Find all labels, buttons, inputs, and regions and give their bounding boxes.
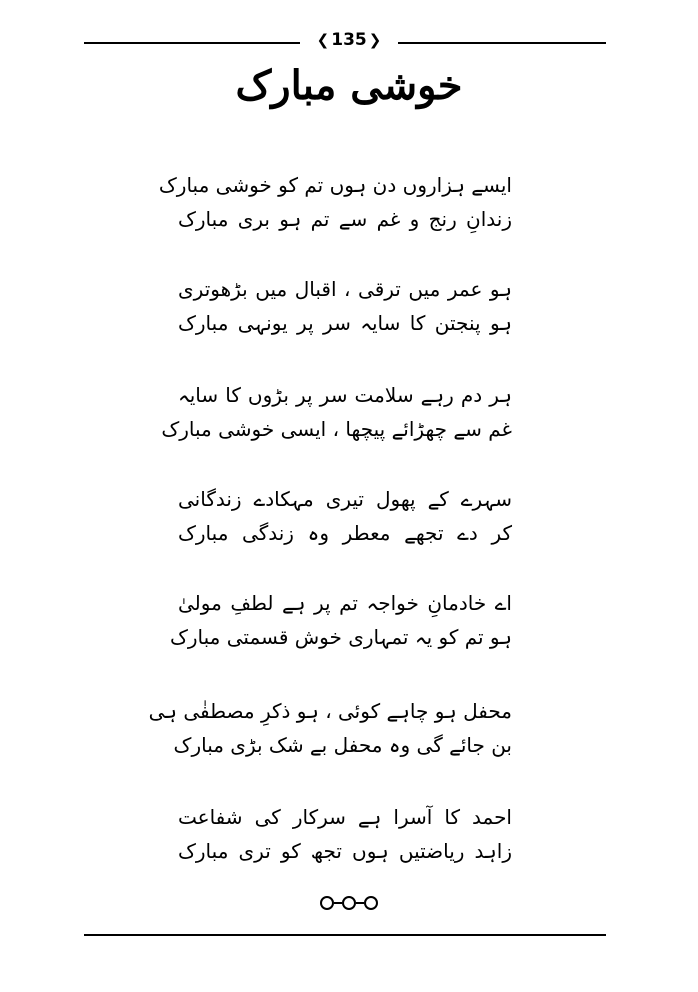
connector-line xyxy=(334,902,342,904)
circle-icon xyxy=(364,896,378,910)
stanza-2 xyxy=(178,272,512,340)
verse-line: غم سے چھڑائے پیچھا ، ایسی خوشی مبارک xyxy=(161,417,512,441)
stanza-4 xyxy=(178,482,512,550)
verse-line: سہرے کے پھول تیری مہکادے زندگانی xyxy=(178,487,512,511)
circle-icon xyxy=(342,896,356,910)
verse-line: ہر دم رہے سلامت سر پر بڑوں کا سایہ xyxy=(178,383,512,407)
verse-line: ہو تم کو یہ تمہاری خوش قسمتی مبارک xyxy=(169,625,512,649)
ornament-left-icon: ❮ xyxy=(316,30,330,49)
verse-line: زندانِ رنج و غم سے تم ہو بری مبارک xyxy=(178,207,512,231)
verse-line: ہو عمر میں ترقی ، اقبال میں بڑھوتری xyxy=(178,277,512,301)
verse-line: ہو پنجتن کا سایہ سر پر یونہی مبارک xyxy=(178,311,512,335)
connector-line xyxy=(356,902,364,904)
circle-icon xyxy=(320,896,334,910)
verse-line: بن جائے گی وہ محفل بے شک بڑی مبارک xyxy=(173,733,512,757)
stanza-1 xyxy=(158,168,512,236)
stanza-5 xyxy=(169,586,512,654)
stanza-7 xyxy=(178,800,512,868)
verse-line: زاہد ریاضتیں ہوں تجھ کو تری مبارک xyxy=(178,839,512,863)
verse-line: کر دے تجھے معطر وہ زندگی مبارک xyxy=(178,521,512,545)
end-ornament xyxy=(304,892,394,914)
verse-line: اے خادمانِ خواجہ تم پر ہے لطفِ مولیٰ xyxy=(178,591,512,615)
poem-title: خوشی مبارک xyxy=(235,62,463,109)
bottom-divider xyxy=(84,934,606,936)
verse-line: احمد کا آسرا ہے سرکار کی شفاعت xyxy=(178,805,512,829)
ornament-right-icon: ❯ xyxy=(368,30,382,49)
verse-line: محفل ہو چاہے کوئی ، ہو ذکرِ مصطفٰی ہی xyxy=(148,699,512,723)
verse-line: ایسے ہزاروں دن ہوں تم کو خوشی مبارک xyxy=(158,173,512,197)
stanza-3 xyxy=(161,378,512,446)
page-number: 135 xyxy=(331,30,367,50)
page-number-badge xyxy=(300,28,398,52)
stanza-6 xyxy=(148,694,512,762)
